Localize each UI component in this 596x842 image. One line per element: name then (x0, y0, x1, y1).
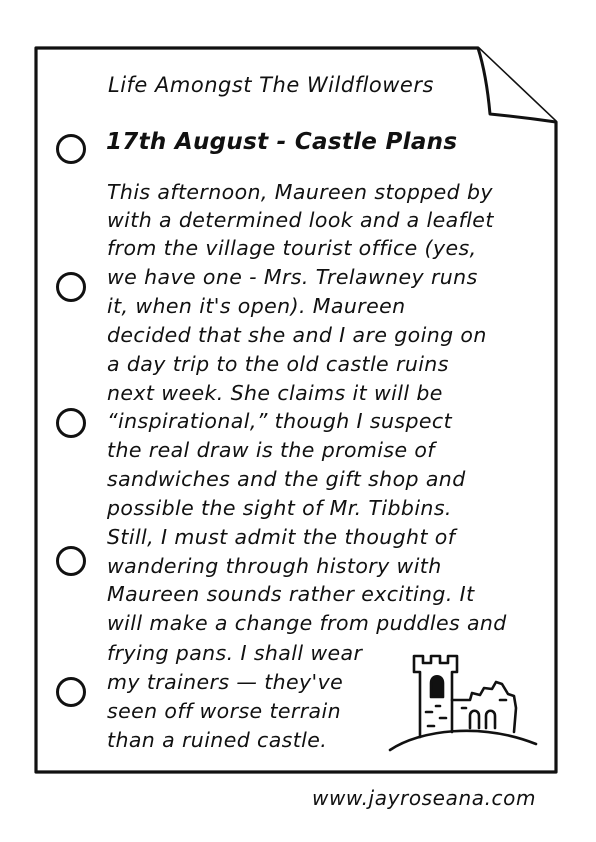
page-title: Life Amongst The Wildflowers (108, 73, 434, 97)
body-line: with a determined look and a leaflet (107, 208, 494, 232)
binder-hole-icon (58, 410, 85, 437)
body-line: from the village tourist office (yes, (107, 236, 477, 260)
body-line: a day trip to the old castle ruins (107, 352, 449, 376)
body-line: This afternoon, Maureen stopped by (107, 180, 493, 204)
body-line: we have one - Mrs. Trelawney runs (107, 265, 478, 289)
binder-hole-icon (58, 679, 85, 706)
body-line: possible the sight of Mr. Tibbins. (107, 496, 452, 520)
body-line: frying pans. I shall wear (107, 641, 363, 665)
binder-hole-icon (58, 136, 85, 163)
body-line: Still, I must admit the thought of (107, 525, 456, 549)
body-line: Maureen sounds rather exciting. It (107, 582, 475, 606)
body-line: decided that she and I are going on (107, 323, 487, 347)
body-line: it, when it's open). Maureen (107, 294, 406, 318)
body-line: will make a change from puddles and (107, 611, 507, 635)
body-line: “inspirational,” though I suspect (107, 409, 453, 433)
body-line: wandering through history with (107, 554, 442, 578)
binder-hole-icon (58, 274, 85, 301)
body-line: next week. She claims it will be (107, 381, 443, 405)
binder-hole-icon (58, 548, 85, 575)
body-line: seen off worse terrain (107, 699, 342, 723)
body-line: than a ruined castle. (107, 728, 328, 752)
body-line: the real draw is the promise of (107, 438, 435, 462)
entry-heading: 17th August - Castle Plans (106, 129, 458, 155)
body-line: my trainers — they've (107, 670, 344, 694)
body-line: sandwiches and the gift shop and (107, 467, 466, 491)
website-footer: www.jayroseana.com (312, 786, 537, 810)
